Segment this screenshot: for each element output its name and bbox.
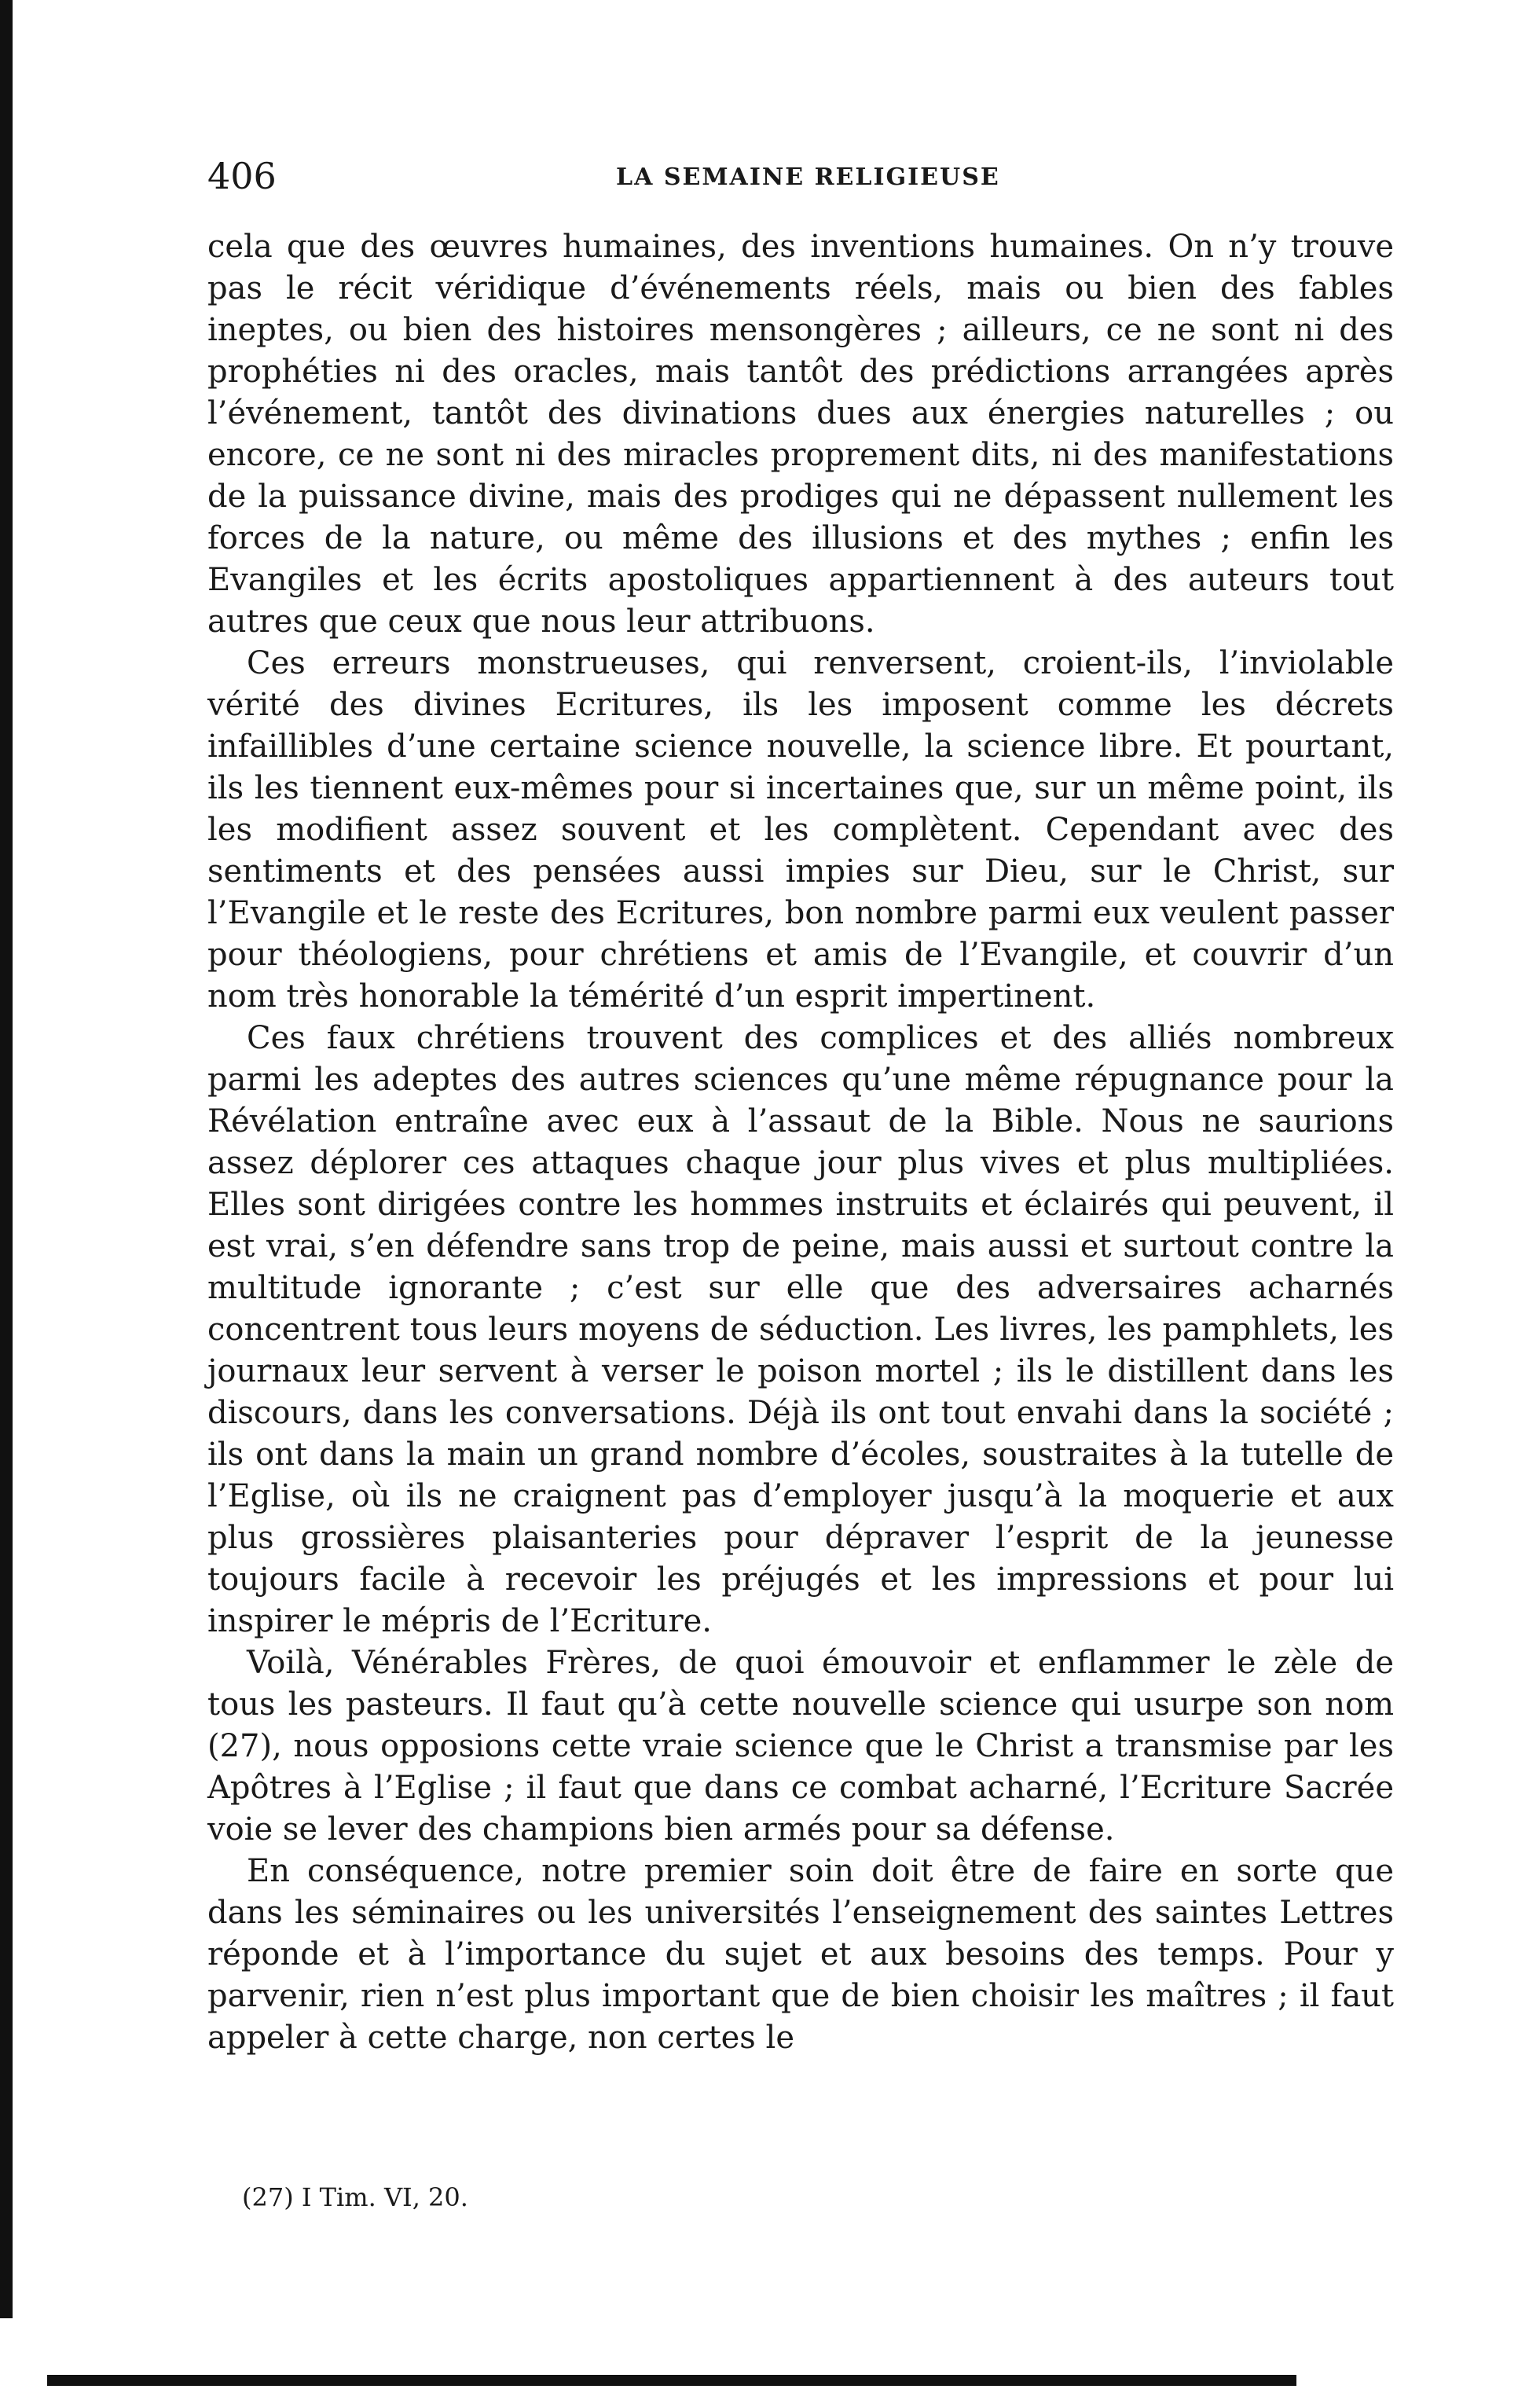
paragraph-4: Voilà, Vénérables Frères, de quoi émouvoir et enflammer le zèle de tous les pasteurs. Il faut qu’à cette nouvelle science qui usurpe son nom (27), nous opposions cette vraie science que le Christ a transmise par les Apôtres à l’Eglise ; il faut que dans ce combat acharné, l’Ecriture Sacrée voie se lever des champions bien armés pour sa défense. — [207, 1645, 1394, 1848]
page-header — [207, 154, 1402, 201]
page-number: 406 — [207, 155, 277, 197]
scan-edge-left — [0, 0, 13, 2318]
paragraph-3: Ces faux chrétiens trouvent des complices et des alliés nombreux parmi les adeptes des autres sciences qu’une même répugnance pour la Révélation entraîne avec eux à l’assaut de la Bible. Nous ne saurions assez déplorer ces attaques chaque jour plus vives et plus multipliées. Elles sont dirigées contre les hommes instruits et éclairés qui peuvent, il est vrai, s’en défendre sans trop de peine, mais aussi et surtout contre la multitude ignorante ; c’est sur elle que des adversaires acharnés concentrent tous leurs moyens de séduction. Les livres, les pamphlets, les journaux leur servent à verser le poison mortel ; ils le distillent dans les discours, dans les conversations. Déjà ils ont tout envahi dans la société ; ils ont dans la main un grand nombre d’écoles, soustraites à la tutelle de l’Eglise, où ils ne craignent pas d’employer jusqu’à la moquerie et aux plus grossières plaisanteries pour dépraver l’esprit de la jeunesse toujours facile à recevoir les préjugés et les impressions et pour lui inspirer le mépris de l’Ecriture. — [207, 1020, 1394, 1639]
running-head: LA SEMAINE RELIGIEUSE — [616, 163, 1000, 191]
scan-edge-bottom — [47, 2375, 1296, 2386]
paragraph-2: Ces erreurs monstrueuses, qui renversent, croient-ils, l’inviolable vérité des divines Ecritures, ils les imposent comme les décrets infaillibles d’une certaine science nouvelle, la science libre. Et pourtant, ils les tiennent eux-mêmes pour si incertaines que, sur un même point, ils les modifient assez souvent et les complètent. Cependant avec des sentiments et des pensées aussi impies sur Dieu, sur le Christ, sur l’Evangile et le reste des Ecritures, bon nombre parmi eux veulent passer pour théologiens, pour chrétiens et amis de l’Evangile, et couvrir d’un nom très honorable la témérité d’un esprit impertinent. — [207, 645, 1394, 1015]
body-text — [207, 226, 1394, 2059]
paragraph-5: En conséquence, notre premier soin doit être de faire en sorte que dans les séminaires ou les universités l’enseignement des saintes Lettres réponde et à l’importance du sujet et aux besoins des temps. Pour y parvenir, rien n’est plus important que de bien choisir les maîtres ; il faut appeler à cette charge, non certes le — [207, 1853, 1394, 2056]
paragraph-1: cela que des œuvres humaines, des inventions humaines. On n’y trouve pas le récit véridique d’événements réels, mais ou bien des fables ineptes, ou bien des histoires mensongères ; ailleurs, ce ne sont ni des prophéties ni des oracles, mais tantôt des prédictions arrangées après l’événement, tantôt des divinations dues aux énergies naturelles ; ou encore, ce ne sont ni des miracles proprement dits, ni des manifestations de la puissance divine, mais des prodiges qui ne dépassent nullement les forces de la nature, ou même des illusions et des mythes ; enfin les Evangiles et les écrits apostoliques appartiennent à des auteurs tout autres que ceux que nous leur attribuons. — [207, 229, 1394, 640]
footnote: (27) I Tim. VI, 20. — [242, 2182, 468, 2212]
